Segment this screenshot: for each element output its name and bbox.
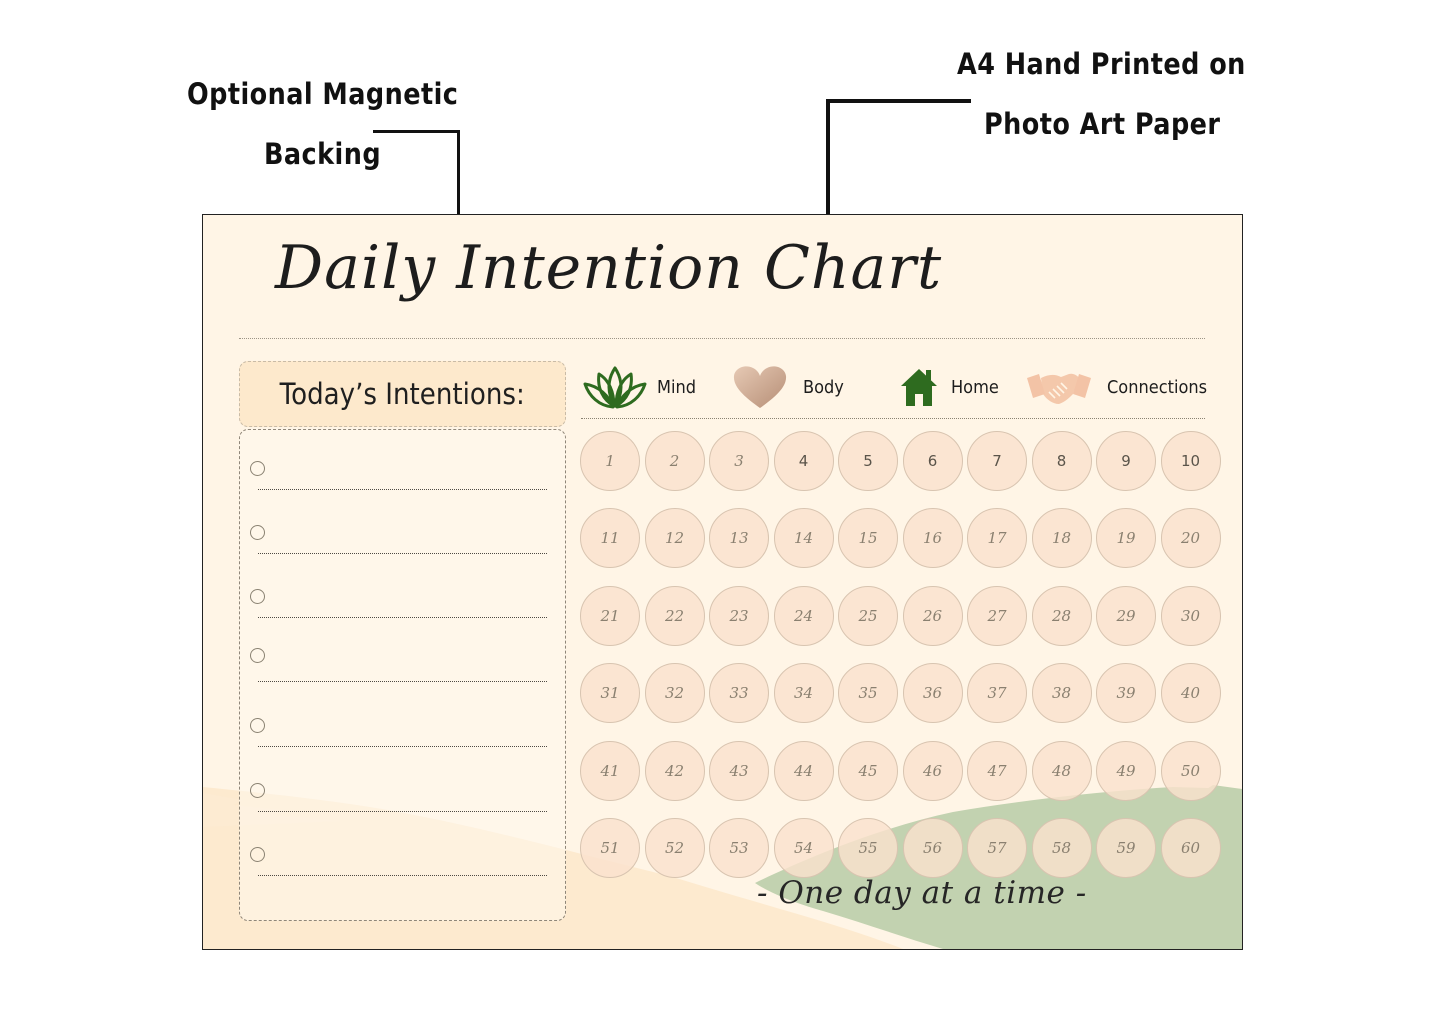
day-circle-33[interactable]: 33 [709, 663, 769, 723]
day-circle-39[interactable]: 39 [1096, 663, 1156, 723]
legend-label-connections: Connections [1107, 376, 1208, 398]
day-circle-41[interactable]: 41 [580, 741, 640, 801]
legend-body [731, 355, 848, 419]
day-circle-4[interactable]: 4 [774, 431, 834, 491]
intention-row[interactable] [240, 847, 565, 887]
day-circle-38[interactable]: 38 [1032, 663, 1092, 723]
day-circle-12[interactable]: 12 [645, 508, 705, 568]
day-circle-26[interactable]: 26 [903, 586, 963, 646]
day-circle-6[interactable]: 6 [903, 431, 963, 491]
checkbox-circle[interactable] [250, 525, 265, 540]
title-divider [239, 338, 1205, 339]
day-circle-7[interactable]: 7 [967, 431, 1027, 491]
day-circle-43[interactable]: 43 [709, 741, 769, 801]
day-circle-54[interactable]: 54 [774, 818, 834, 878]
day-circle-50[interactable]: 50 [1161, 741, 1221, 801]
day-circle-48[interactable]: 48 [1032, 741, 1092, 801]
checkbox-circle[interactable] [250, 718, 265, 733]
day-circle-40[interactable]: 40 [1161, 663, 1221, 723]
intention-row[interactable] [240, 525, 565, 565]
callout-paper-line2: Photo Art Paper [984, 107, 1221, 141]
day-circle-58[interactable]: 58 [1032, 818, 1092, 878]
day-circle-28[interactable]: 28 [1032, 586, 1092, 646]
day-circle-46[interactable]: 46 [903, 741, 963, 801]
day-circle-42[interactable]: 42 [645, 741, 705, 801]
intention-row[interactable] [240, 783, 565, 823]
intention-chart-poster [202, 214, 1243, 950]
day-circle-10[interactable]: 10 [1161, 431, 1221, 491]
day-circle-29[interactable]: 29 [1096, 586, 1156, 646]
legend-home [899, 355, 1004, 419]
day-circle-44[interactable]: 44 [774, 741, 834, 801]
writing-line [258, 489, 547, 490]
writing-line [258, 617, 547, 618]
writing-line [258, 746, 547, 747]
intention-row[interactable] [240, 648, 565, 688]
day-circle-1[interactable]: 1 [580, 431, 640, 491]
intention-row[interactable] [240, 461, 565, 501]
day-circle-24[interactable]: 24 [774, 586, 834, 646]
chart-title: Daily Intention Chart [275, 233, 943, 303]
day-circle-37[interactable]: 37 [967, 663, 1027, 723]
day-tracker-grid [580, 431, 1224, 881]
heart-icon [731, 364, 789, 410]
day-circle-53[interactable]: 53 [709, 818, 769, 878]
intentions-heading-box [239, 361, 566, 427]
checkbox-circle[interactable] [250, 783, 265, 798]
day-circle-5[interactable]: 5 [838, 431, 898, 491]
intention-row[interactable] [240, 589, 565, 629]
day-circle-32[interactable]: 32 [645, 663, 705, 723]
day-circle-51[interactable]: 51 [580, 818, 640, 878]
day-circle-25[interactable]: 25 [838, 586, 898, 646]
day-circle-45[interactable]: 45 [838, 741, 898, 801]
leader-line-left-horizontal [373, 130, 460, 133]
checkbox-circle[interactable] [250, 589, 265, 604]
day-circle-59[interactable]: 59 [1096, 818, 1156, 878]
day-circle-23[interactable]: 23 [709, 586, 769, 646]
day-circle-35[interactable]: 35 [838, 663, 898, 723]
day-circle-49[interactable]: 49 [1096, 741, 1156, 801]
day-circle-15[interactable]: 15 [838, 508, 898, 568]
lotus-icon [581, 364, 649, 410]
day-circle-55[interactable]: 55 [838, 818, 898, 878]
legend-label-body: Body [803, 376, 844, 398]
day-circle-18[interactable]: 18 [1032, 508, 1092, 568]
writing-line [258, 811, 547, 812]
writing-line [258, 681, 547, 682]
day-circle-17[interactable]: 17 [967, 508, 1027, 568]
writing-line [258, 875, 547, 876]
legend-label-home: Home [951, 376, 999, 398]
legend-mind [581, 355, 700, 419]
tagline: - One day at a time - [757, 875, 1087, 911]
legend-divider [581, 418, 1205, 419]
day-circle-20[interactable]: 20 [1161, 508, 1221, 568]
writing-line [258, 553, 547, 554]
day-circle-13[interactable]: 13 [709, 508, 769, 568]
day-circle-2[interactable]: 2 [645, 431, 705, 491]
day-circle-30[interactable]: 30 [1161, 586, 1221, 646]
day-circle-16[interactable]: 16 [903, 508, 963, 568]
checkbox-circle[interactable] [250, 648, 265, 663]
leader-line-right-horizontal [826, 99, 971, 103]
day-circle-47[interactable]: 47 [967, 741, 1027, 801]
day-circle-36[interactable]: 36 [903, 663, 963, 723]
day-circle-19[interactable]: 19 [1096, 508, 1156, 568]
day-circle-22[interactable]: 22 [645, 586, 705, 646]
intentions-heading: Today’s Intentions: [279, 377, 526, 411]
day-circle-56[interactable]: 56 [903, 818, 963, 878]
day-circle-27[interactable]: 27 [967, 586, 1027, 646]
day-circle-3[interactable]: 3 [709, 431, 769, 491]
legend-connections [1025, 355, 1218, 419]
day-circle-8[interactable]: 8 [1032, 431, 1092, 491]
callout-paper-line1: A4 Hand Printed on [957, 47, 1246, 81]
handshake-icon [1025, 364, 1093, 410]
house-icon [899, 364, 939, 410]
day-circle-31[interactable]: 31 [580, 663, 640, 723]
callout-magnetic-line2: Backing [264, 137, 382, 171]
leader-line-right-vertical [826, 99, 830, 229]
checkbox-circle[interactable] [250, 847, 265, 862]
day-circle-57[interactable]: 57 [967, 818, 1027, 878]
day-circle-60[interactable]: 60 [1161, 818, 1221, 878]
checkbox-circle[interactable] [250, 461, 265, 476]
callout-magnetic-line1: Optional Magnetic [187, 77, 459, 111]
legend-label-mind: Mind [657, 376, 697, 398]
intention-row[interactable] [240, 718, 565, 758]
day-circle-34[interactable]: 34 [774, 663, 834, 723]
day-circle-11[interactable]: 11 [580, 508, 640, 568]
day-circle-52[interactable]: 52 [645, 818, 705, 878]
day-circle-21[interactable]: 21 [580, 586, 640, 646]
day-circle-14[interactable]: 14 [774, 508, 834, 568]
intentions-list [239, 429, 566, 921]
day-circle-9[interactable]: 9 [1096, 431, 1156, 491]
